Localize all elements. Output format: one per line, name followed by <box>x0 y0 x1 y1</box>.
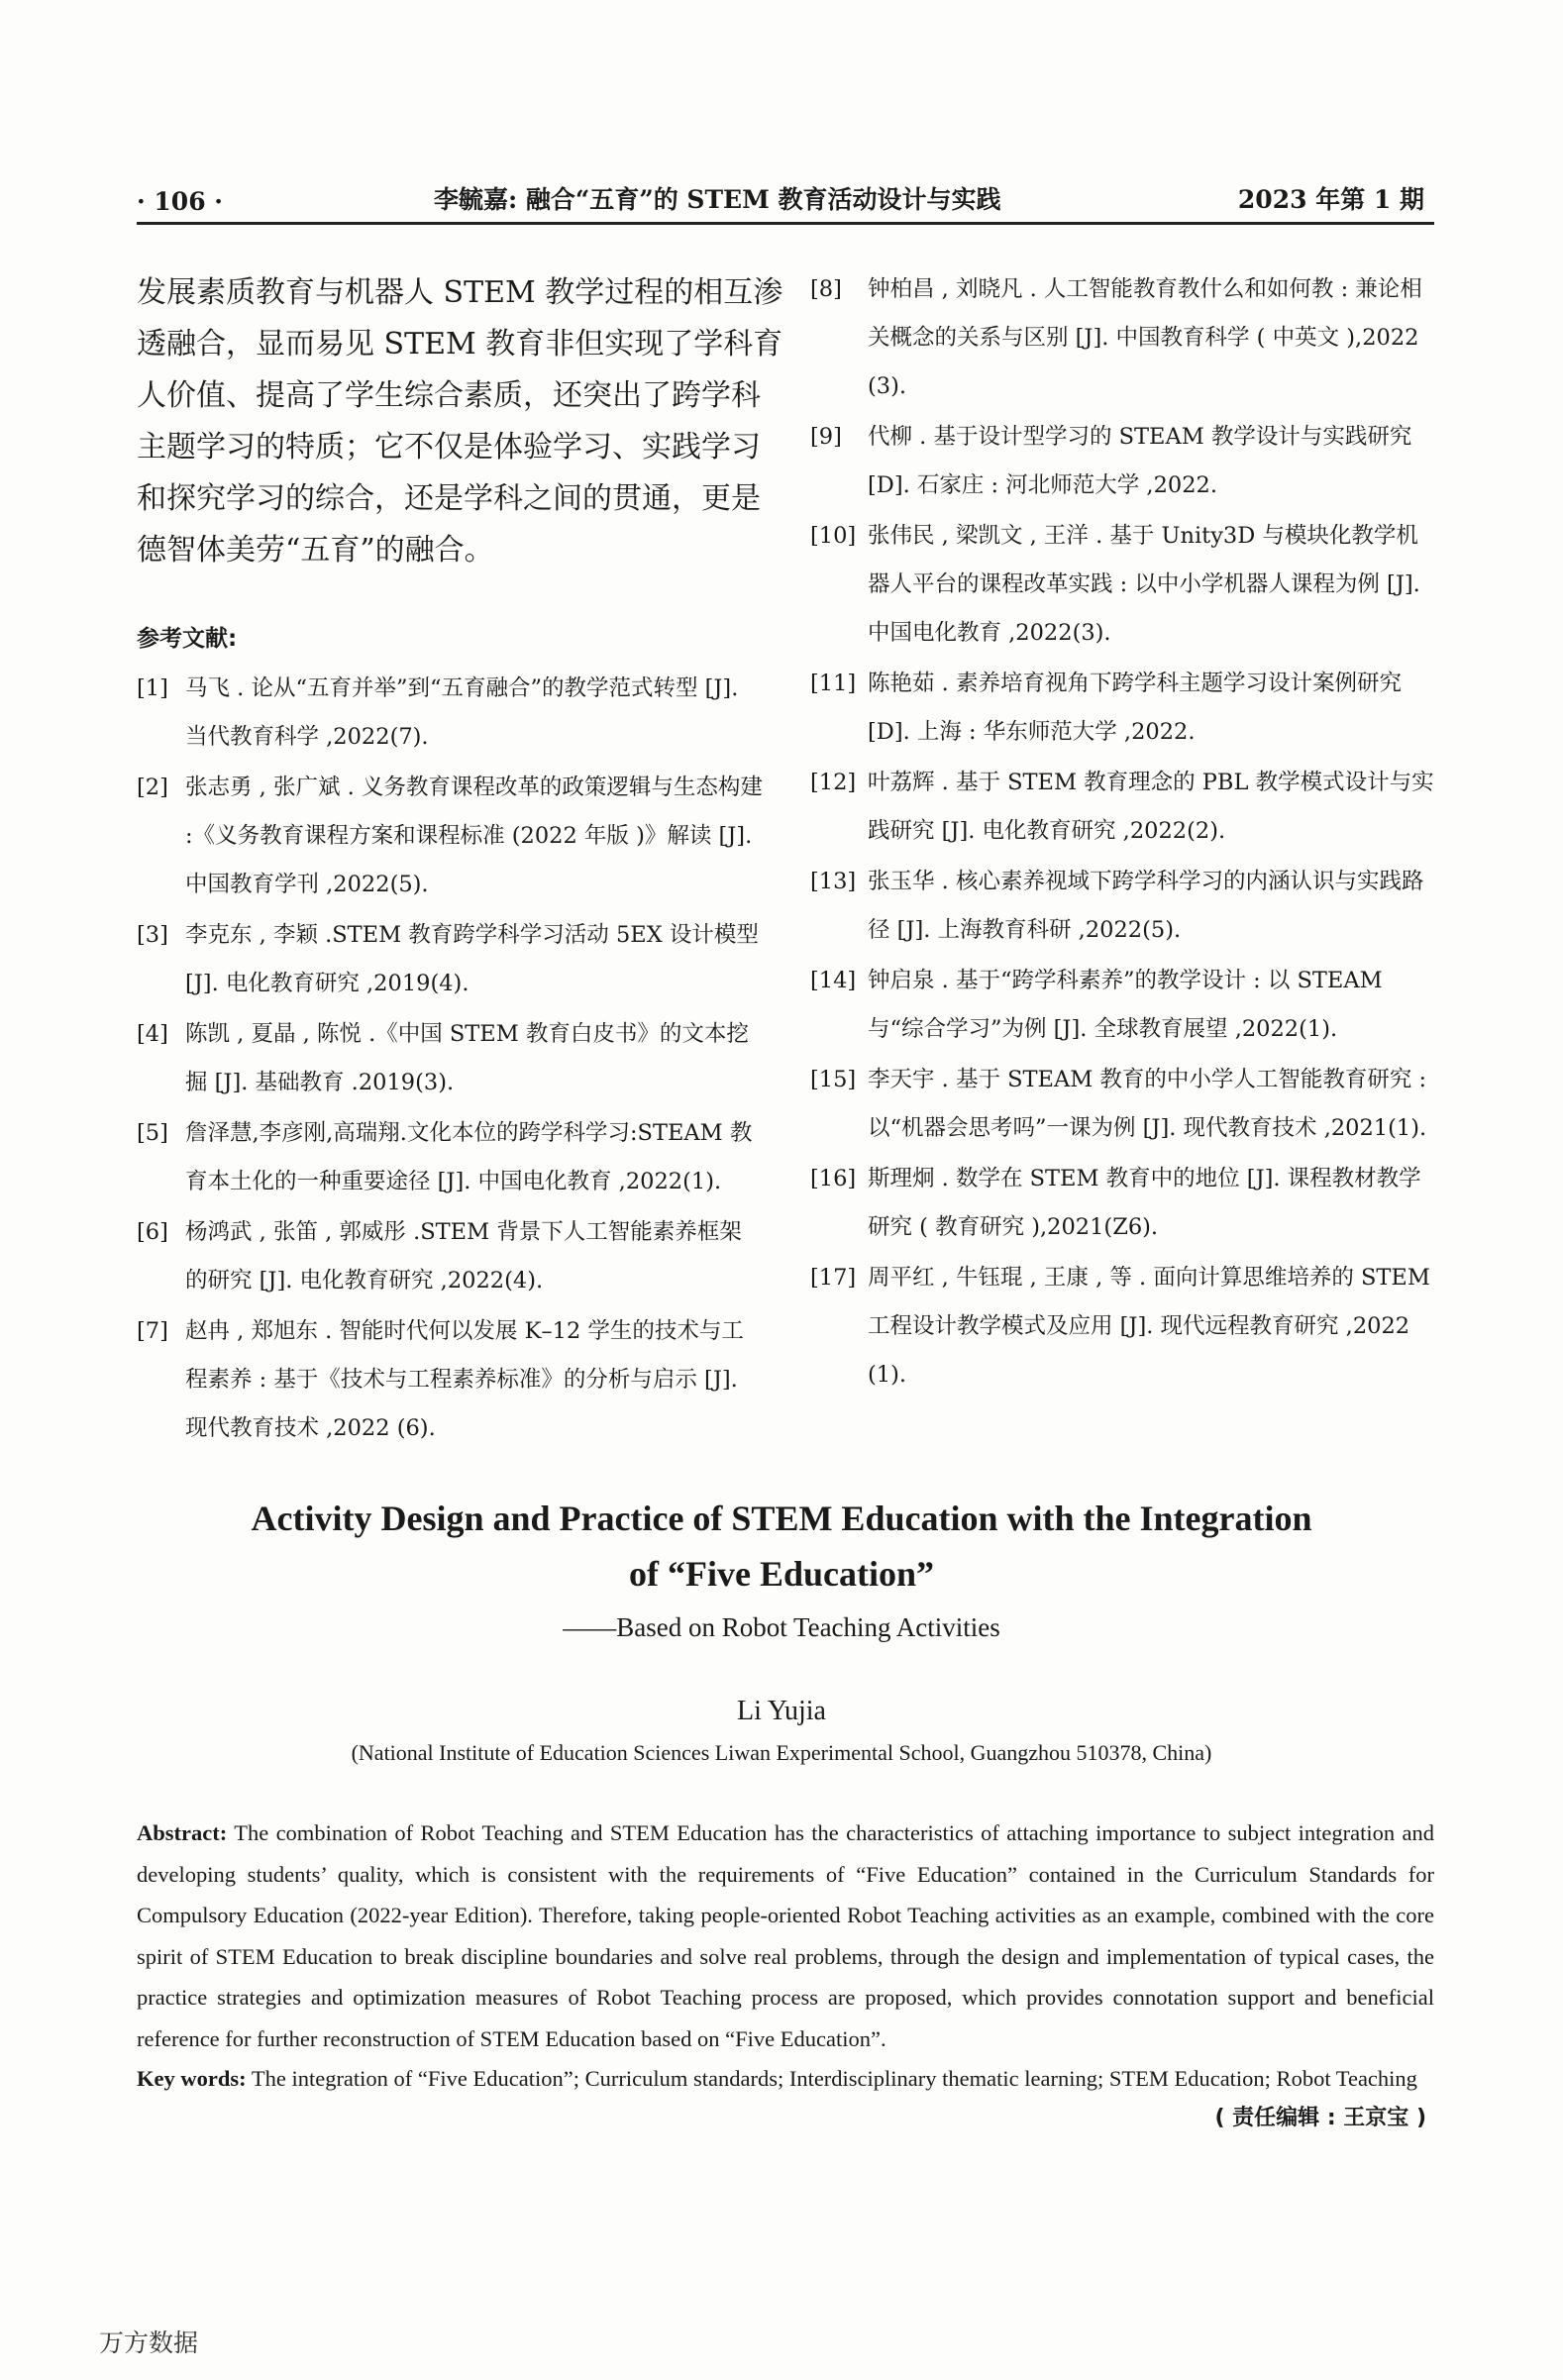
reference-item: [12] 叶荔辉 . 基于 STEM 教育理念的 PBL 教学模式设计与实践研究 [J]. 电化教育研究 ,2022(2). <box>810 770 1434 844</box>
watermark: 万方数据 <box>99 2328 199 2357</box>
body-line: 德智体美劳“五育”的融合。 <box>137 533 494 568</box>
references-heading: 参考文献: <box>137 626 238 652</box>
author-name: Li Yujia <box>737 1696 826 1726</box>
reference-item: [7] 赵冉 , 郑旭东 . 智能时代何以发展 K–12 学生的技术与工程素养 : 基于《技术与工程素养标准》的分析与启示 [J]. 现代教育技术 ,2022 (6). <box>137 1318 744 1441</box>
author-affiliation: (National Institute of Education Sciences Liwan Experimental School, Guangzhou 510378, China) <box>351 1740 1212 1765</box>
left-column <box>137 267 783 1455</box>
reference-item: [15] 李天宇 . 基于 STEAM 教育的中小学人工智能教育研究 : 以“机器会思考吗”一课为例 [J]. 现代教育技术 ,2021(1). <box>810 1067 1427 1141</box>
right-column <box>810 265 1436 1401</box>
reference-list-left <box>137 665 763 1453</box>
reference-item: [4] 陈凯 , 夏晶 , 陈悦 .《中国 STEM 教育白皮书》的文本挖掘 [J]. 基础教育 .2019(3). <box>137 1021 749 1095</box>
issue-label: 2023 年第 1 期 <box>1237 185 1424 214</box>
running-title: 李毓嘉: 融合“五育”的 STEM 教育活动设计与实践 <box>434 185 1001 214</box>
reference-item: [10] 张伟民 , 梁凯文 , 王洋 . 基于 Unity3D 与模块化教学机器人平台的课程改革实践 : 以中小学机器人课程为例 [J]. 中国电化教育 ,2022(3). <box>810 523 1420 646</box>
running-header <box>137 180 1434 225</box>
reference-item: [14] 钟启泉 . 基于“跨学科素养”的教学设计 : 以 STEAM 与“综合学习”为例 [J]. 全球教育展望 ,2022(1). <box>810 968 1383 1042</box>
body-paragraph <box>137 267 783 576</box>
body-line: 人价值、提高了学生综合素质，还突出了跨学科 <box>137 378 761 413</box>
page-number: · 106 · <box>137 187 223 216</box>
abstract-text: The combination of Robot Teaching and STEM Education has the characteristics of attaching importance to subject integration and developing students’ quality, which is consistent with the requirements of “Five Education” contained in the Curriculum Standards for Compulsory Education (2022-year Edition). Therefore, taking people-oriented Robot Teaching activities as an example, combined with the core spirit of STEM Education to break discipline boundaries and solve real problems, through the design and implementation of typical cases, the practice strategies and optimization measures of Robot Teaching process are proposed, which provides connotation support and beneficial reference for further reconstruction of STEM Education based on “Five Education”. <box>137 1820 1435 2051</box>
abstract <box>137 1812 1434 2059</box>
reference-list-right <box>810 265 1436 1399</box>
reference-item: [5] 詹泽慧,李彦刚,高瑞翔.文化本位的跨学科学习:STEAM 教育本土化的一种重要途径 [J]. 中国电化教育 ,2022(1). <box>137 1120 753 1194</box>
body-line: 和探究学习的综合，还是学科之间的贯通，更是 <box>137 481 761 516</box>
english-title-line: Activity Design and Practice of STEM Education with the Integration <box>251 1499 1312 1538</box>
english-title-line: of “Five Education” <box>628 1554 934 1594</box>
reference-item: [1] 马飞 . 论从“五育并举”到“五育融合”的教学范式转型 [J]. 当代教育科学 ,2022(7). <box>137 675 739 750</box>
body-line: 发展素质教育与机器人 STEM 教学过程的相互渗 <box>137 275 783 310</box>
reference-item: [2] 张志勇 , 张广斌 . 义务教育课程改革的政策逻辑与生态构建 :《义务教育课程方案和课程标准 (2022 年版 )》解读 [J]. 中国教育学刊 ,2022(5). <box>137 775 763 897</box>
reference-item: [11] 陈艳茹 . 素养培育视角下跨学科主题学习设计案例研究 [D]. 上海 : 华东师范大学 ,2022. <box>810 671 1402 745</box>
reference-item: [6] 杨鸿武 , 张笛 , 郭威彤 .STEM 背景下人工智能素养框架的研究 [J]. 电化教育研究 ,2022(4). <box>137 1219 742 1293</box>
responsible-editor: ( 责任编辑 : 王京宝 ) <box>1214 2106 1426 2130</box>
reference-item: [13] 张玉华 . 核心素养视域下跨学科学习的内涵认识与实践路径 [J]. 上海教育科研 ,2022(5). <box>810 869 1424 943</box>
keywords <box>137 2058 1434 2100</box>
keywords-label: Key words: <box>137 2066 247 2091</box>
reference-item: [17] 周平红 , 牛钰琨 , 王康 , 等 . 面向计算思维培养的 STEM 工程设计教学模式及应用 [J]. 现代远程教育研究 ,2022(1). <box>810 1265 1430 1388</box>
body-line: 透融合，显而易见 STEM 教育非但实现了学科育 <box>137 327 783 362</box>
reference-item: [16] 斯理炯 . 数学在 STEM 教育中的地位 [J]. 课程教材教学研究 ( 教育研究 ),2021(Z6). <box>810 1166 1421 1240</box>
abstract-label: Abstract: <box>137 1820 228 1845</box>
english-subtitle: ——Based on Robot Teaching Activities <box>563 1612 1000 1642</box>
keywords-text: The integration of “Five Education”; Curriculum standards; Interdisciplinary thematic learning; STEM Education; Robot Teaching <box>251 2066 1417 2091</box>
reference-item: [9] 代柳 . 基于设计型学习的 STEAM 教学设计与实践研究 [D]. 石家庄 : 河北师范大学 ,2022. <box>810 424 1412 498</box>
english-title <box>137 1491 1426 1602</box>
body-line: 主题学习的特质；它不仅是体验学习、实践学习 <box>137 430 761 465</box>
reference-item: [3] 李克东 , 李颖 .STEM 教育跨学科学习活动 5EX 设计模型 [J]. 电化教育研究 ,2019(4). <box>137 922 759 996</box>
reference-item: [8] 钟柏昌 , 刘晓凡 . 人工智能教育教什么和如何教 : 兼论相关概念的关系与区别 [J]. 中国教育科学 ( 中英文 ),2022(3). <box>810 276 1422 399</box>
